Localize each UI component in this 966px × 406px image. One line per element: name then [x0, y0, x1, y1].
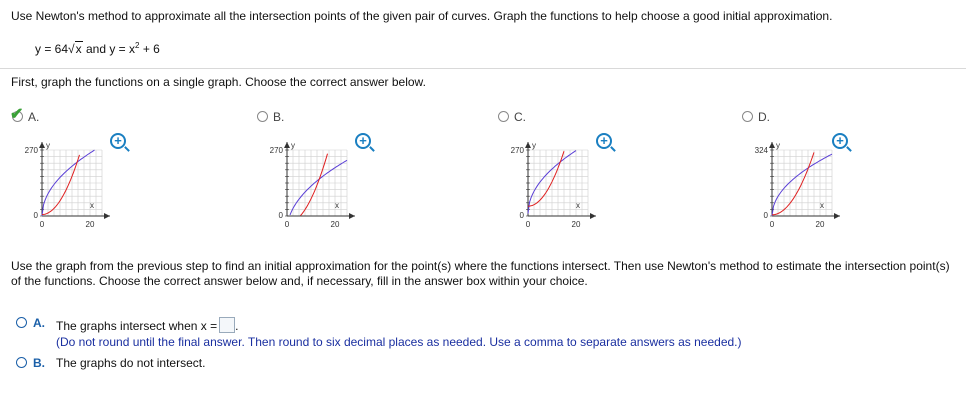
x-tick-label: 20: [571, 220, 581, 229]
option-c-radio[interactable]: [498, 111, 509, 122]
g-prefix: y = x: [109, 42, 136, 56]
y-axis-label: y: [291, 141, 295, 150]
y-origin-label: 0: [519, 211, 524, 220]
graph-svg: [245, 128, 375, 240]
graph-option-a[interactable]: [0, 128, 130, 243]
option-a-letter: A.: [28, 110, 40, 124]
option-d-radio[interactable]: [742, 111, 753, 122]
step1-instruction: First, graph the functions on a single graph. Choose the correct answer below.: [11, 75, 426, 89]
y-max-label: 270: [269, 146, 283, 155]
graph-option-c[interactable]: [486, 128, 616, 243]
x-axis-label: x: [90, 201, 94, 210]
answer-b-text: The graphs do not intersect.: [56, 356, 206, 370]
x-origin-label: 0: [525, 220, 531, 229]
curve-parabola: [42, 155, 80, 215]
option-c-letter: C.: [514, 110, 526, 124]
graph-option-d[interactable]: [730, 128, 860, 243]
answer-b-radio[interactable]: [16, 357, 27, 368]
x-axis-label: x: [576, 201, 580, 210]
graph-option-b[interactable]: [245, 128, 375, 243]
x-origin-label: 0: [769, 220, 775, 229]
answer-a-note: (Do not round until the final answer. Then round to six decimal places as needed. Use a comma to separate answers as needed.): [56, 335, 742, 349]
zoom-in-icon[interactable]: +: [596, 133, 612, 149]
option-d-letter: D.: [758, 110, 770, 124]
y-arrow: [39, 142, 45, 148]
graph-svg: [0, 128, 130, 240]
step2-instruction: Use the graph from the previous step to find an initial approximation for the point(s) where the functions intersect. Then use Newton's method to estimate the intersection point(s) of the functions. Choose the correct answer below and, if necessary, fill in the answer box within your choice.: [11, 259, 950, 288]
x-arrow: [349, 213, 355, 219]
zoom-in-icon[interactable]: +: [110, 133, 126, 149]
zoom-in-icon[interactable]: +: [832, 133, 848, 149]
g-suffix: + 6: [142, 42, 160, 56]
y-axis-label: y: [776, 141, 780, 150]
answer-b-letter: B.: [33, 356, 45, 370]
y-arrow: [769, 142, 775, 148]
equation: [35, 41, 160, 56]
x-arrow: [104, 213, 110, 219]
zoom-in-icon[interactable]: +: [355, 133, 371, 149]
option-b-radio[interactable]: [257, 111, 268, 122]
g-exponent: 2: [135, 41, 140, 50]
graph-svg: [486, 128, 616, 240]
x-tick-label: 20: [85, 220, 95, 229]
y-axis-label: y: [46, 141, 50, 150]
y-arrow: [525, 142, 531, 148]
y-arrow: [284, 142, 290, 148]
y-axis-label: y: [532, 141, 536, 150]
option-b-letter: B.: [273, 110, 285, 124]
answer-a-letter: A.: [33, 316, 45, 330]
x-tick-label: 20: [330, 220, 340, 229]
x-origin-label: 0: [39, 220, 45, 229]
answer-a-radio[interactable]: [16, 317, 27, 328]
answer-a-label: The graphs intersect when x =: [56, 319, 218, 333]
answer-input-box[interactable]: [219, 317, 235, 333]
y-origin-label: 0: [33, 211, 38, 220]
y-origin-label: 0: [278, 211, 283, 220]
answer-a-period: .: [235, 319, 239, 333]
y-origin-label: 0: [763, 211, 768, 220]
y-max-label: 324: [754, 146, 768, 155]
y-max-label: 270: [510, 146, 524, 155]
f-radicand: x: [75, 42, 82, 56]
x-arrow: [834, 213, 840, 219]
y-max-label: 270: [24, 146, 38, 155]
divider: [0, 68, 966, 69]
x-arrow: [590, 213, 596, 219]
x-axis-label: x: [335, 201, 339, 210]
x-origin-label: 0: [284, 220, 290, 229]
equation-connector: and: [85, 42, 106, 56]
graph-svg: [730, 128, 860, 240]
answer-a-text: [56, 317, 238, 333]
question-text: Use Newton's method to approximate all the intersection points of the given pair of curves. Graph the functions to help choose a good initial approximation.: [11, 9, 833, 23]
f-prefix: y = 64: [35, 42, 69, 56]
x-axis-label: x: [820, 201, 824, 210]
sqrt-symbol: √x: [68, 42, 82, 56]
x-tick-label: 20: [815, 220, 825, 229]
check-icon: ✔: [10, 106, 24, 123]
